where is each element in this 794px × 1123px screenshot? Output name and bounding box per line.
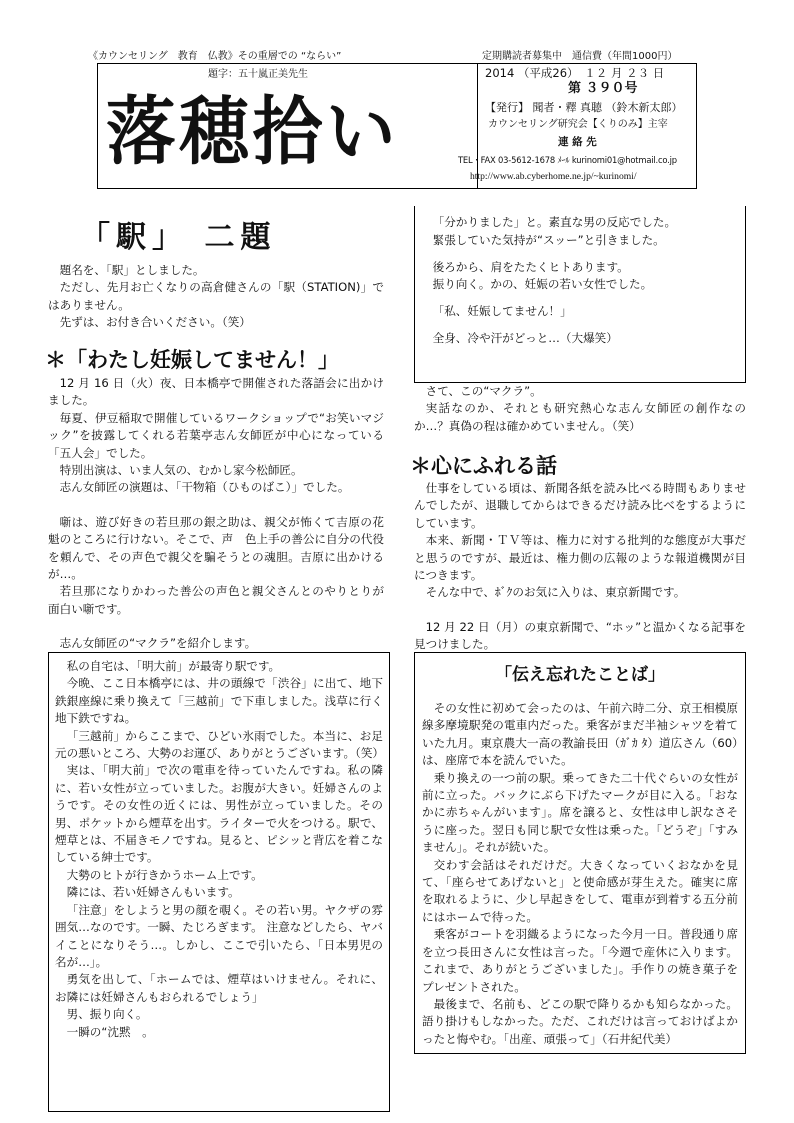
makura-paragraph: 実は、「明大前」で次の電車を待っていたんですね。私の隣に、若い女性が立っていました。お腹が大きい。妊婦さんのようです。その女性の近くには、男性が立っていました。その男、ポケットから煙草を出す。ライターで火をつける。駅で、煙草とは、不届きモノですね。見ると、ピシッと背広を着こなしている紳士です。 (55, 763, 383, 865)
makura-paragraph: 今晩、ここ日本橋亭には、井の頭線で「渋谷」に出て、地下鉄銀座線に乗り換えて「三越前」で下車しました。浅草に行く地下鉄ですね。 (55, 676, 383, 726)
section1-body (48, 375, 384, 653)
newspaper-clipping (414, 652, 746, 1054)
clipping-body (415, 687, 745, 1048)
paragraph: 志ん女師匠の演題は、「干物箱（ひものばこ）」でした。 (59, 480, 350, 495)
issue-number: 第 ３９０号 (568, 81, 638, 96)
makura-box (48, 652, 390, 1112)
makura-line: 後ろから、肩をたたくヒトあります。 (432, 259, 629, 274)
intro-line: 題名を、「駅」としました。 (59, 263, 205, 277)
paragraph: さて、この“マクラ”。 (425, 384, 542, 398)
clipping-paragraph: 乗客がコートを羽織るようになった今月一日。普段通り席を立つ長田さんに女性は言った。「今週で産休に入ります。これまで、ありがとうございました」。手作りの焼き菓子をプレゼントされた。 (422, 927, 738, 994)
masthead-box (97, 63, 478, 189)
makura-paragraph: 大勢のヒトが行きかうホーム上です。 (66, 867, 263, 882)
clipping-paragraph: 交わす会話はそれだけだ。大きくなっていくおなかを見て、「座らせてあげないと」と使命感が芽生えた。確実に席を取れるように、少し早起きをして、電車が到着する五分前にはホームで待った。 (422, 857, 738, 924)
makura-line: 振り向く。かの、妊娠の若い女性でした。 (432, 277, 653, 292)
makura-line: 緊張していた気持が“スッー”と引きました。 (432, 232, 665, 247)
makura-paragraph: 勇気を出して、「ホームでは、煙草はいけません。それに、お隣には妊婦さんもおられるでしょう」 (55, 972, 383, 1004)
contact-label: 連 絡 先 (558, 136, 597, 148)
makura-line: 全身、冷や汗がどっと…（大爆笑） (432, 330, 618, 345)
section-heading-2: ＊心にふれる話 (410, 454, 557, 478)
makura-paragraph: 隣には、若い妊婦さんもいます。 (66, 885, 240, 900)
paragraph: 特別出演は、いま人気の、むかし家今松師匠。 (59, 463, 303, 478)
tagline: 《カウンセリング 教育 仏教》その重層での “ならい” (88, 51, 342, 62)
issue-info-box (458, 63, 697, 189)
makura-paragraph: 私の自宅は、「明大前」が最寄り駅です。 (66, 659, 281, 673)
makura-paragraph: 男、振り向く。 (66, 1007, 148, 1022)
intro-line: ただし、先月お亡くなりの高倉健さんの「駅（STATION)」ではありません。 (48, 280, 384, 312)
paragraph: 本来、新聞・ＴＶ等は、権力に対する批判的な態度が大事だと思うのですが、最近は、権力側の広報のような報道機関が目につきます。 (414, 533, 746, 583)
intro-line: 先ずは、お付き合いください。（笑） (59, 315, 251, 330)
makura-line: 「私、妊娠してません！」 (432, 304, 572, 319)
tel-fax-mail: TEL・FAX 03-5612-1678 ﾒｰﾙ kurinomi01@hotmail.co.jp (458, 155, 677, 165)
paragraph: 噺は、遊び好きの若旦那の銀之助は、親父が怖くて吉原の花魁のところに行けない。そこで、声 色上手の善公に自分の代役を頼んで、その声色で親父を騙そうとの魂胆。吉原に出かけるが…。 (48, 514, 384, 582)
paragraph: 志ん女師匠の“マクラ”を紹介します。 (59, 636, 257, 651)
issue-date: 2014 （平成26） １２ 月 ２３ 日 (485, 66, 665, 80)
website-url: http://www.ab.cyberhome.ne.jp/~kurinomi/ (470, 171, 637, 182)
clipping-paragraph: 乗り換えの一つ前の駅。乗ってきた二十代ぐらいの女性が前に立った。バックにぶら下げたマークが目に入る。「おなかに赤ちゃんがいます」。席を譲ると、女性は申し訳なさそうに座った。翌日も同じ駅で女性は乗った。「どうぞ」「すみません」。それが続いた。 (422, 770, 738, 855)
makura-continued-box (414, 206, 746, 383)
section2-body (414, 480, 746, 654)
clipping-paragraph: その女性に初めて会ったのは、午前六時二分、京王相模原線多摩境駅発の電車内だった。乗客がまだ半袖シャツを着ていた九月。東京農大一高の教諭長田（ｶﾞｶ ﾀ）道広さん（60）は、座席で本を読んでいた。 (422, 701, 738, 768)
makura-paragraph: 「注意」をしようと男の顔を覗く。その若い男。ヤクザの雰囲気…なのです。一瞬、たじろぎます。 注意などしたら、ヤバイことになりそう…。しかし、ここで引いたら、「日本男児の名が…」。 (55, 902, 383, 969)
intro-text (48, 262, 384, 332)
paragraph: そんな中で、ﾎﾞｸのお気に入りは、東京新聞です。 (425, 585, 686, 600)
paragraph: 仕事をしている頃は、新聞各紙を読み比べる時間もありませんでしたが、退職してからはできるだけ読み比べをするようにしています。 (414, 481, 746, 530)
publisher: 【発行】 聞者・釋 真聴 （鈴木新太郎） (485, 101, 683, 114)
makura-line: 「分かりました」と。素直な男の反応でした。 (432, 215, 677, 229)
makura-paragraph: 一瞬の“沈黙 。 (66, 1024, 154, 1039)
paragraph: 毎夏、伊豆稲取で開催しているワークショップで“お笑いマジック”を披露してくれる若葉亭志ん女師匠が中心になっている「五人会」でした。 (48, 410, 384, 460)
paragraph: 12 月 16 日（火）夜、日本橋亭で開催された落語会に出かけました。 (48, 376, 384, 408)
paragraph: 若旦那になりかわった善公の声色と親父さんとのやりとりが面白い噺です。 (48, 584, 384, 616)
clipping-title: 「伝え忘れたことば」 (495, 665, 665, 685)
after-box-text (414, 383, 746, 435)
clipping-paragraph: 最後まで、名前も、どこの駅で降りるかも知らなかった。語り掛けもしなかった。ただ、これだけは言っておけばよかったと悔やむ。「出産、頑張って」（石井紀代美） (422, 996, 738, 1046)
organization: カウンセリング研究会【くりのみ】主宰 (488, 119, 668, 130)
paragraph: 実話なのか、それとも研究熱心な志ん女師匠の創作なのか…？真偽の程は確かめていません。（笑） (414, 401, 746, 433)
article-title: 「駅」 二題 (80, 220, 277, 255)
paragraph: 12 月 22 日（月）の東京新聞で、“ホッ”と温かくなる記事を見つけました。 (414, 619, 746, 652)
subscription-notice: 定期購読者募集中 通信費（年間1000円） (482, 51, 678, 62)
title-credit: 題字：五十嵐正美先生 (208, 69, 308, 80)
section-heading-1: ＊「わたし妊娠してません！」 (45, 348, 339, 372)
masthead-title: 落穂拾い (106, 89, 400, 175)
makura-paragraph: 「三越前」からここまで、ひどい氷雨でした。本当に、お足元の悪いところ、大勢のお運び、ありがとうございます。（笑） (55, 728, 385, 761)
